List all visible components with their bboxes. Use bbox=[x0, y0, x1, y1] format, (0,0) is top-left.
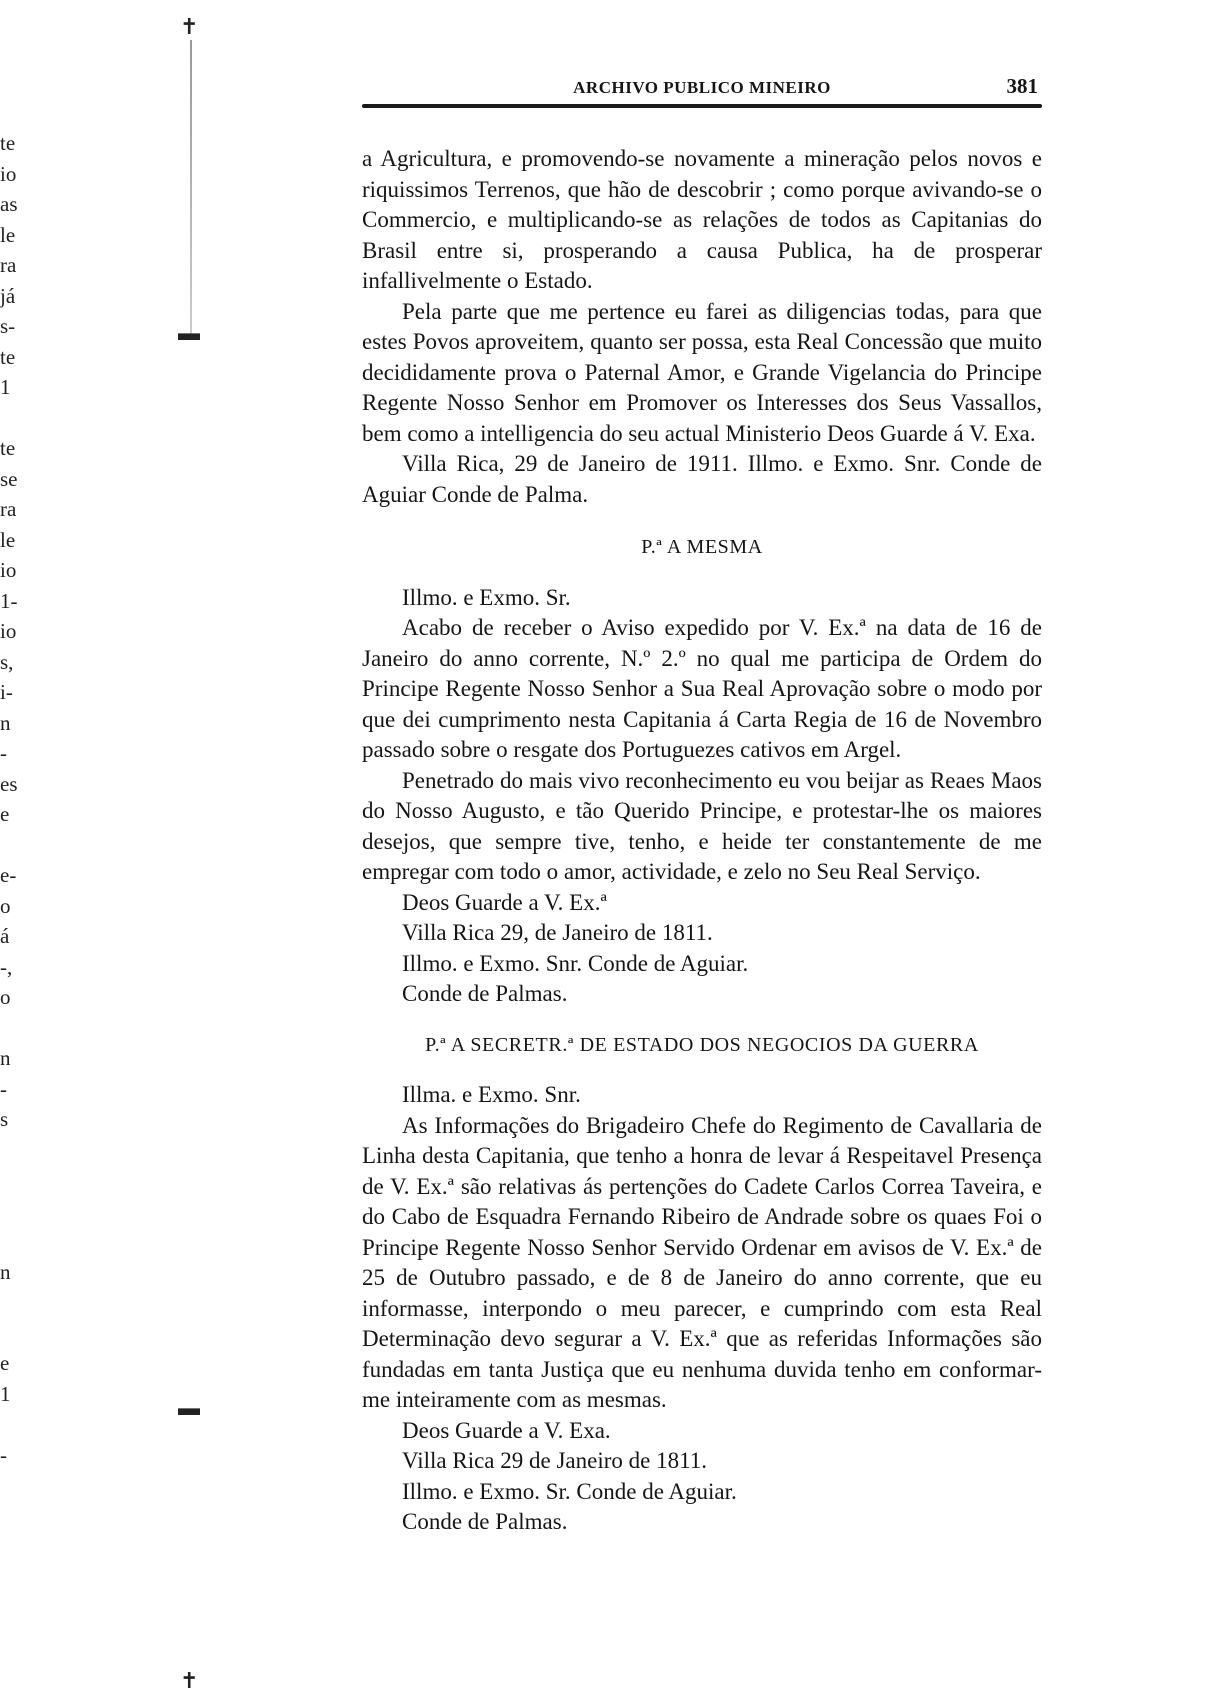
binding-mark: ▬ bbox=[178, 320, 200, 345]
bleed-fragment bbox=[0, 830, 18, 861]
bleed-fragment: e bbox=[0, 1351, 10, 1375]
bleed-fragment: - bbox=[0, 1442, 7, 1467]
bleed-fragment: n bbox=[0, 1259, 11, 1284]
paragraph: Pela parte que me pertence eu farei as diligencias todas, para que estes Povos aproveitem, quanto ser possa, esta Real Concessão que muito decididamente prova o Paternal Amor, e Grande Vigelancia do Principe Regente Nosso Senhor em Promover os Interesses dos Seus Vassallos, bem como a intelligencia do seu actual Ministerio Deos Guarde á V. Exa. bbox=[362, 298, 1042, 446]
paragraph: As Informações do Brigadeiro Chefe do Regimento de Cavallaria de Linha desta Capitania, que tenho a honra de levar á Respeitavel Presença de V. Ex.ª são relativas ás pertenções do Cadete Carlos Correa Taveira, e do Cabo de Esquadra Fernando Ribeiro de Andrade sobre os quaes Foi o Principe Regente Nosso Senhor Servido Ordenar em avisos de V. Ex.ª de 25 de Outubro passado, e de 8 de Janeiro do anno corrente, que eu informasse, interpondo o meu parecer, e cumprindo com esta Real Determinação devo segurar a V. Ex.ª que as referidas Informações são fundadas em tanta Justiça que eu nenhuma duvida tenho em conformar-me inteiramente com as mesmas. bbox=[362, 1112, 1042, 1412]
bleed-fragment: es bbox=[0, 771, 18, 796]
signature-line: Illmo. e Exmo. Sr. Conde de Aguiar. bbox=[402, 1478, 737, 1504]
signature-line: Villa Rica 29, de Janeiro de 1811. bbox=[402, 920, 713, 945]
signature-line: Illma. e Exmo. Snr. bbox=[402, 1082, 581, 1107]
bleed-fragment bbox=[0, 1287, 18, 1318]
bleed-fragment bbox=[0, 1226, 18, 1257]
signature-line: Conde de Palmas. bbox=[402, 981, 568, 1006]
paragraph: Acabo de receber o Aviso expedido por V. Ex.ª na data de 16 de Janeiro do anno corrente, N.º 2.º no qual me participa de Ordem do Principe Regente Nosso Senhor a Sua Real Aprovação sobre o modo por que dei cumprimento nesta Capitania á Carta Regia de 16 de Novembro passado sobre o resgate dos Portuguezes cativos em Argel. bbox=[362, 615, 1042, 762]
bleed-fragment: á bbox=[0, 924, 10, 948]
binding-mark: ✝ bbox=[180, 14, 199, 39]
bleed-fragment: se bbox=[0, 466, 18, 491]
signature-line: Illmo. e Exmo. Sr. bbox=[402, 584, 571, 610]
bleed-fragment: - bbox=[0, 741, 7, 765]
bleed-fragment: e- bbox=[0, 863, 17, 887]
bleed-fragment: o bbox=[0, 893, 11, 918]
paragraph: Penetrado do mais vivo reconhecimento eu vou beijar as Reaes Maos do Nosso Augusto, e tão Querido Principe, e protestar-lhe os maiores desejos, que sempre tive, tenho, e heide ter constantemente de me empregar com todo o amor, actividade, e zelo no Seu Real Serviço. bbox=[362, 767, 1042, 884]
bleed-fragment: ra bbox=[0, 497, 17, 521]
bleed-fragment: io bbox=[0, 558, 17, 582]
signature-line: Illmo. e Exmo. Snr. Conde de Aguiar. bbox=[402, 950, 749, 976]
bleed-fragment: 1 bbox=[0, 375, 11, 399]
bleed-fragment bbox=[0, 1318, 18, 1349]
paragraph: Villa Rica, 29 de Janeiro de 1911. Illmo. e Exmo. Snr. Conde de Aguiar Conde de Palma. bbox=[362, 451, 1042, 507]
bleed-fragment: io bbox=[0, 619, 17, 643]
bleed-fragment: já bbox=[0, 283, 16, 308]
bleed-fragment: s, bbox=[0, 649, 14, 674]
signature-line: Villa Rica 29 de Janeiro de 1811. bbox=[402, 1448, 707, 1473]
bleed-fragment bbox=[0, 403, 18, 434]
paragraph: a Agricultura, e promovendo-se novamente a mineração pelos novos e riquissimos Terrenos, que hão de descobrir ; como porque avivando-se o Commercio, e multiplicando-se as relações de todos as Capitanias do Brasil entre si, prosperando a causa Publica, ha de prosperar infallivelmente o Estado. bbox=[362, 146, 1042, 293]
bleed-fragment: s- bbox=[0, 314, 16, 338]
page-number: 381 bbox=[1006, 74, 1038, 98]
bleed-fragment bbox=[0, 1013, 18, 1044]
section-heading: P.ª A SECRETR.ª DE ESTADO DOS NEGOCIOS DA GUERRA bbox=[425, 1033, 979, 1056]
header-rule bbox=[362, 104, 1042, 108]
bleed-fragment: - bbox=[0, 1076, 7, 1101]
bleed-fragment bbox=[0, 1196, 18, 1227]
bleed-fragment bbox=[0, 1135, 18, 1166]
bleed-fragment: le bbox=[0, 527, 16, 552]
bleed-fragment: e bbox=[0, 802, 10, 826]
bleed-fragment: 1 bbox=[0, 1381, 11, 1406]
bleed-fragment bbox=[0, 1409, 18, 1440]
signature-line: Deos Guarde a V. Exa. bbox=[402, 1417, 611, 1443]
bleed-fragment: te bbox=[0, 131, 16, 155]
bleed-fragment: 1- bbox=[0, 588, 18, 613]
binding-mark: ✝ bbox=[180, 1668, 199, 1693]
bleed-fragment: as bbox=[0, 192, 18, 216]
signature-line: Deos Guarde a V. Ex.ª bbox=[402, 889, 607, 915]
bleed-fragment bbox=[0, 1470, 18, 1501]
bleed-fragment: s bbox=[0, 1107, 9, 1131]
bleed-fragment bbox=[0, 1165, 18, 1196]
section-heading: P.ª A MESMA bbox=[641, 536, 763, 558]
bleed-fragment: te bbox=[0, 436, 16, 460]
gutter-line bbox=[190, 40, 192, 340]
bleed-fragment: io bbox=[0, 161, 17, 186]
body-text bbox=[362, 144, 1042, 1538]
signature-line: Conde de Palmas. bbox=[402, 1509, 568, 1534]
bleed-fragment: i- bbox=[0, 680, 13, 704]
running-title: ARCHIVO PUBLICO MINEIRO bbox=[573, 78, 831, 97]
bleed-fragment: n bbox=[0, 710, 11, 735]
bleed-fragment: o bbox=[0, 985, 11, 1009]
running-header bbox=[362, 74, 1042, 104]
binding-mark: ▬ bbox=[178, 1395, 200, 1420]
bleed-fragment: le bbox=[0, 222, 16, 247]
bleed-fragment: -, bbox=[0, 954, 13, 979]
bleed-fragment: te bbox=[0, 344, 16, 369]
bleed-fragment: ra bbox=[0, 253, 17, 277]
bleed-fragment: n bbox=[0, 1046, 11, 1070]
adjacent-page-bleed bbox=[0, 128, 18, 1501]
